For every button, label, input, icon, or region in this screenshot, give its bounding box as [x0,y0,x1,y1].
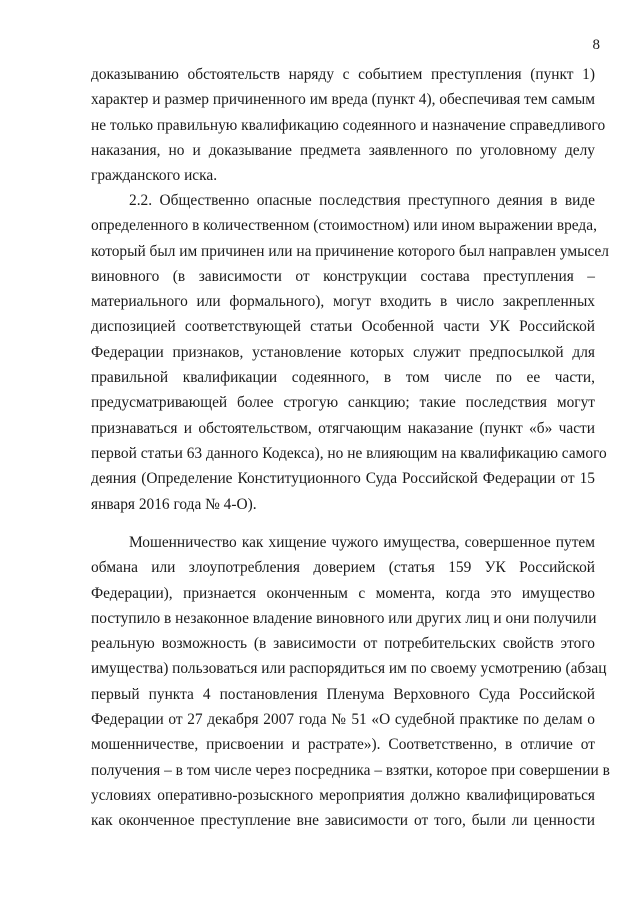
paragraph-line: Мошенничество как хищение чужого имущества, совершенное путем [129,534,595,551]
paragraph-line: предусматривающей более строгую санкцию; такие последствия могут [91,394,595,412]
paragraph-line: виновного (в зависимости от конструкции состава преступления – [91,267,595,285]
paragraph-line: Федерации), признается оконченным с момента, когда это имущество [91,584,595,602]
paragraph-line: характер и размер причиненного им вреда (пункт 4), обеспечивая тем самым [91,91,595,109]
paragraph-line: поступило в незаконное владение виновного или других лиц и они получили [91,609,597,627]
paragraph-2 [91,188,609,517]
page-number: 8 [592,37,600,53]
paragraph-line: наказания, но и доказывание предмета заявленного по уголовному делу [91,141,595,159]
paragraph-line: материального или формального), могут входить в число закрепленных [91,293,595,311]
paragraph-3 [91,530,610,834]
paragraph-line: диспозицией соответствующей статьи Особенной части УК Российской [91,318,595,336]
paragraph-line: деяния (Определение Конституционного Суда Российской Федерации от 15 [91,470,595,488]
paragraph-line: получения – в том числе через посредника – взятки, которое при совершении в [91,761,610,779]
paragraph-1 [91,62,606,188]
paragraph-line: первый пункта 4 постановления Пленума Верховного Суда Российской [91,685,595,703]
paragraph-line: не только правильную квалификацию содеянного и назначение справедливого [91,116,606,134]
paragraph-line: Федерации от 27 декабря 2007 года № 51 «О судебной практике по делам о [91,711,595,729]
paragraph-line: Федерации признаков, установление которых служит предпосылкой для [91,343,595,361]
paragraph-line: как оконченное преступление вне зависимости от того, были ли ценности [91,812,595,830]
paragraph-line: гражданского иска. [91,167,218,185]
paragraph-line: мошенничестве, присвоении и растрате»). Соответственно, в отличие от [91,736,595,754]
paragraph-line: признаваться и обстоятельством, отягчающим наказание (пункт «б» части [91,419,595,437]
paragraph-line: первой статьи 63 данного Кодекса), но не влияющим на квалификацию самого [91,444,607,462]
paragraph-line: который был им причинен или на причинение которого был направлен умысел [91,242,609,260]
paragraph-line: доказыванию обстоятельств наряду с событием преступления (пункт 1) [91,66,595,83]
paragraph-line: имущества) пользоваться или распорядиться им по своему усмотрению (абзац [91,660,607,678]
paragraph-line: обмана или злоупотребления доверием (статья 159 УК Российской [91,559,595,577]
paragraph-line: реальную возможность (в зависимости от потребительских свойств этого [91,635,595,653]
paragraph-line: правильной квалификации содеянного, в том числе по ее части, [91,369,595,387]
paragraph-line: января 2016 года № 4-О). [91,495,257,513]
paragraph-line: 2.2. Общественно опасные последствия преступного деяния в виде [129,192,595,209]
paragraph-line: определенного в количественном (стоимостном) или ином выражении вреда, [91,217,597,235]
paragraph-line: условиях оперативно-розыскного мероприятия должно квалифицироваться [91,786,595,804]
